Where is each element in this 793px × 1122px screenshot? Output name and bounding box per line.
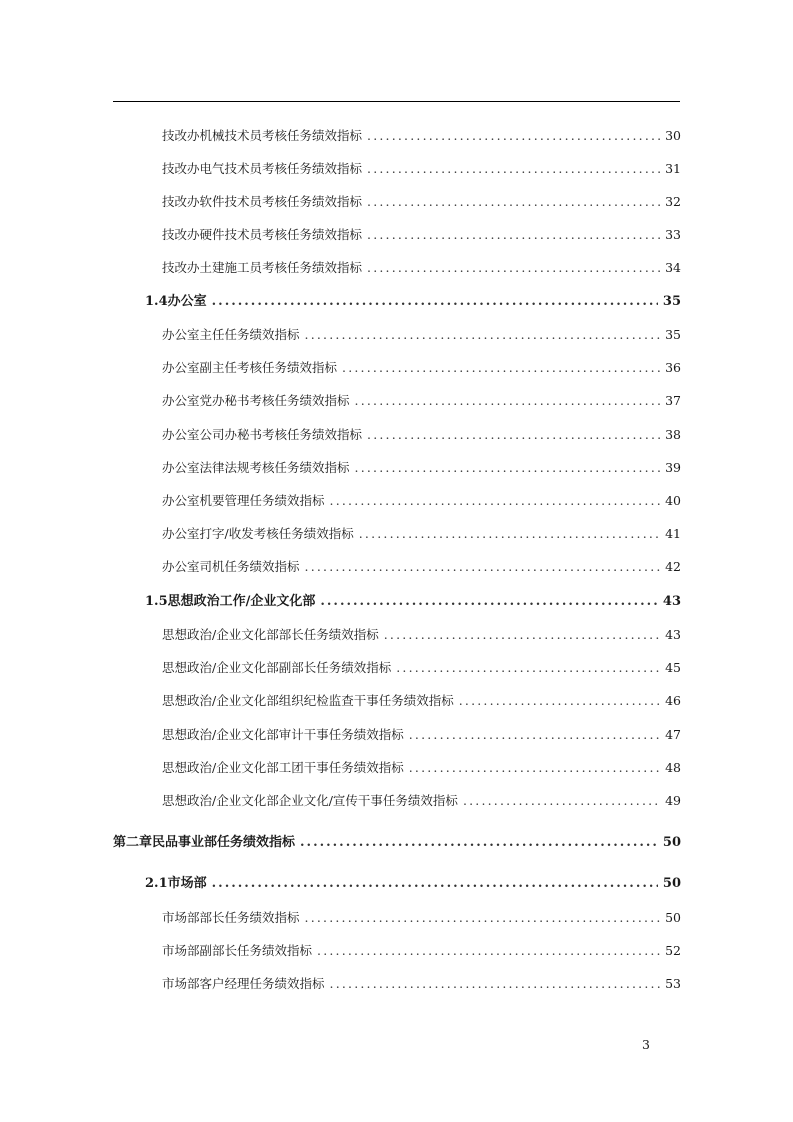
toc-entry[interactable] xyxy=(162,908,681,928)
toc-entry-title: 技改办硬件技术员考核任务绩效指标 xyxy=(162,227,363,242)
toc-dot-leader xyxy=(355,458,661,478)
toc-entry[interactable] xyxy=(162,791,681,811)
toc-entry-title: 办公室公司办秘书考核任务绩效指标 xyxy=(162,427,363,442)
toc-entry[interactable] xyxy=(162,391,681,411)
toc-dot-leader xyxy=(305,557,661,577)
toc-entry[interactable] xyxy=(162,358,681,378)
toc-dot-leader xyxy=(212,874,658,894)
toc-entry-page: 53 xyxy=(665,976,681,991)
toc-section-entry[interactable] xyxy=(145,874,681,894)
toc-entry-page: 31 xyxy=(665,161,681,176)
toc-dot-leader xyxy=(367,425,660,445)
toc-entry[interactable] xyxy=(162,491,681,511)
toc-entry-title: 市场部 xyxy=(167,876,207,891)
toc-entry-title: 思想政治/企业文化部副部长任务绩效指标 xyxy=(162,660,392,675)
toc-entry-page: 50 xyxy=(665,910,681,925)
toc-entry[interactable] xyxy=(162,192,681,212)
toc-dot-leader xyxy=(409,758,660,778)
toc-entry-title: 技改办软件技术员考核任务绩效指标 xyxy=(162,194,363,209)
toc-entry-page: 35 xyxy=(665,327,681,342)
toc-entry-page: 36 xyxy=(665,360,681,375)
toc-dot-leader xyxy=(305,908,661,928)
toc-entry[interactable] xyxy=(162,159,681,179)
toc-entry[interactable] xyxy=(162,625,681,645)
toc-dot-leader xyxy=(305,325,661,345)
toc-entry-page: 43 xyxy=(662,594,681,609)
toc-entry-title: 市场部部长任务绩效指标 xyxy=(162,910,300,925)
toc-entry[interactable] xyxy=(162,126,681,146)
toc-entry-page: 32 xyxy=(665,194,681,209)
toc-entry-title: 思想政治/企业文化部工团干事任务绩效指标 xyxy=(162,760,404,775)
toc-entry-title: 思想政治工作/企业文化部 xyxy=(167,594,316,609)
toc-entry[interactable] xyxy=(162,524,681,544)
toc-entry[interactable] xyxy=(162,557,681,577)
toc-entry[interactable] xyxy=(162,458,681,478)
toc-dot-leader xyxy=(367,192,660,212)
toc-dot-leader xyxy=(330,491,661,511)
toc-entry-page: 42 xyxy=(665,559,681,574)
toc-entry-title: 办公室主任任务绩效指标 xyxy=(162,327,300,342)
toc-entry-title: 市场部客户经理任务绩效指标 xyxy=(162,976,325,991)
toc-entry-title: 办公室机要管理任务绩效指标 xyxy=(162,493,325,508)
toc-dot-leader xyxy=(409,725,660,745)
toc-entry[interactable] xyxy=(162,725,681,745)
toc-entry-page: 46 xyxy=(665,693,681,708)
toc-entry[interactable] xyxy=(162,691,681,711)
toc-entry[interactable] xyxy=(162,325,681,345)
toc-entry[interactable] xyxy=(162,658,681,678)
toc-entry-page: 47 xyxy=(665,727,681,742)
toc-chapter-number: 第二章 xyxy=(113,835,153,850)
toc-dot-leader xyxy=(367,159,660,179)
toc-entry-title: 思想政治/企业文化部企业文化/宣传干事任务绩效指标 xyxy=(162,793,458,808)
toc-section-number: 1.4 xyxy=(145,294,168,309)
toc-section-number: 1.5 xyxy=(145,594,168,609)
toc-entry-title: 市场部副部长任务绩效指标 xyxy=(162,943,313,958)
toc-dot-leader xyxy=(300,833,658,853)
toc-entry-title: 思想政治/企业文化部部长任务绩效指标 xyxy=(162,627,379,642)
toc-entry-page: 37 xyxy=(665,393,681,408)
toc-entry[interactable] xyxy=(162,425,681,445)
toc-entry-page: 40 xyxy=(665,493,681,508)
toc-entry-title: 办公室司机任务绩效指标 xyxy=(162,559,300,574)
toc-dot-leader xyxy=(396,658,660,678)
toc-entry-title: 办公室副主任考核任务绩效指标 xyxy=(162,360,338,375)
toc-dot-leader xyxy=(320,592,658,612)
toc-entry[interactable] xyxy=(162,941,681,961)
toc-entry-page: 34 xyxy=(665,260,681,275)
toc-dot-leader xyxy=(367,126,660,146)
toc-entry-title: 技改办电气技术员考核任务绩效指标 xyxy=(162,161,363,176)
toc-dot-leader xyxy=(384,625,660,645)
toc-dot-leader xyxy=(330,974,661,994)
toc-dot-leader xyxy=(342,358,660,378)
toc-entry[interactable] xyxy=(162,758,681,778)
toc-section-entry[interactable] xyxy=(145,292,681,312)
toc-dot-leader xyxy=(359,524,660,544)
toc-entry-page: 50 xyxy=(662,876,681,891)
toc-dot-leader xyxy=(367,225,660,245)
toc-section-number: 2.1 xyxy=(145,876,168,891)
toc-entry-title: 技改办机械技术员考核任务绩效指标 xyxy=(162,128,363,143)
toc-entry-page: 39 xyxy=(665,460,681,475)
toc-entry-title: 办公室法律法规考核任务绩效指标 xyxy=(162,460,350,475)
toc-entry-page: 41 xyxy=(665,526,681,541)
toc-entry-page: 33 xyxy=(665,227,681,242)
toc-chapter-entry[interactable] xyxy=(113,833,681,853)
toc-dot-leader xyxy=(459,691,660,711)
toc-entry-page: 43 xyxy=(665,627,681,642)
toc-entry-title: 办公室 xyxy=(167,294,207,309)
toc-entry-page: 49 xyxy=(665,793,681,808)
toc-entry-page: 30 xyxy=(665,128,681,143)
toc-entry-page: 52 xyxy=(665,943,681,958)
toc-dot-leader xyxy=(317,941,660,961)
toc-entry-page: 45 xyxy=(665,660,681,675)
toc-entry-title: 技改办土建施工员考核任务绩效指标 xyxy=(162,260,363,275)
toc-entry-title: 思想政治/企业文化部组织纪检监查干事任务绩效指标 xyxy=(162,693,454,708)
toc-entry-title: 思想政治/企业文化部审计干事任务绩效指标 xyxy=(162,727,404,742)
toc-entry-page: 35 xyxy=(662,294,681,309)
toc-entry-page: 48 xyxy=(665,760,681,775)
toc-entry[interactable] xyxy=(162,974,681,994)
toc-dot-leader xyxy=(212,292,658,312)
toc-dot-leader xyxy=(463,791,660,811)
toc-entry-page: 38 xyxy=(665,427,681,442)
toc-dot-leader xyxy=(355,391,661,411)
toc-entry-title: 办公室打字/收发考核任务绩效指标 xyxy=(162,526,354,541)
toc-dot-leader xyxy=(367,258,660,278)
toc-entry[interactable] xyxy=(162,225,681,245)
toc-entry-title: 民品事业部任务绩效指标 xyxy=(152,835,296,850)
toc-section-entry[interactable] xyxy=(145,592,681,612)
page-number: 3 xyxy=(642,1037,650,1052)
toc-entry-page: 50 xyxy=(662,835,681,850)
toc-entry-title: 办公室党办秘书考核任务绩效指标 xyxy=(162,393,350,408)
toc-entry[interactable] xyxy=(162,258,681,278)
